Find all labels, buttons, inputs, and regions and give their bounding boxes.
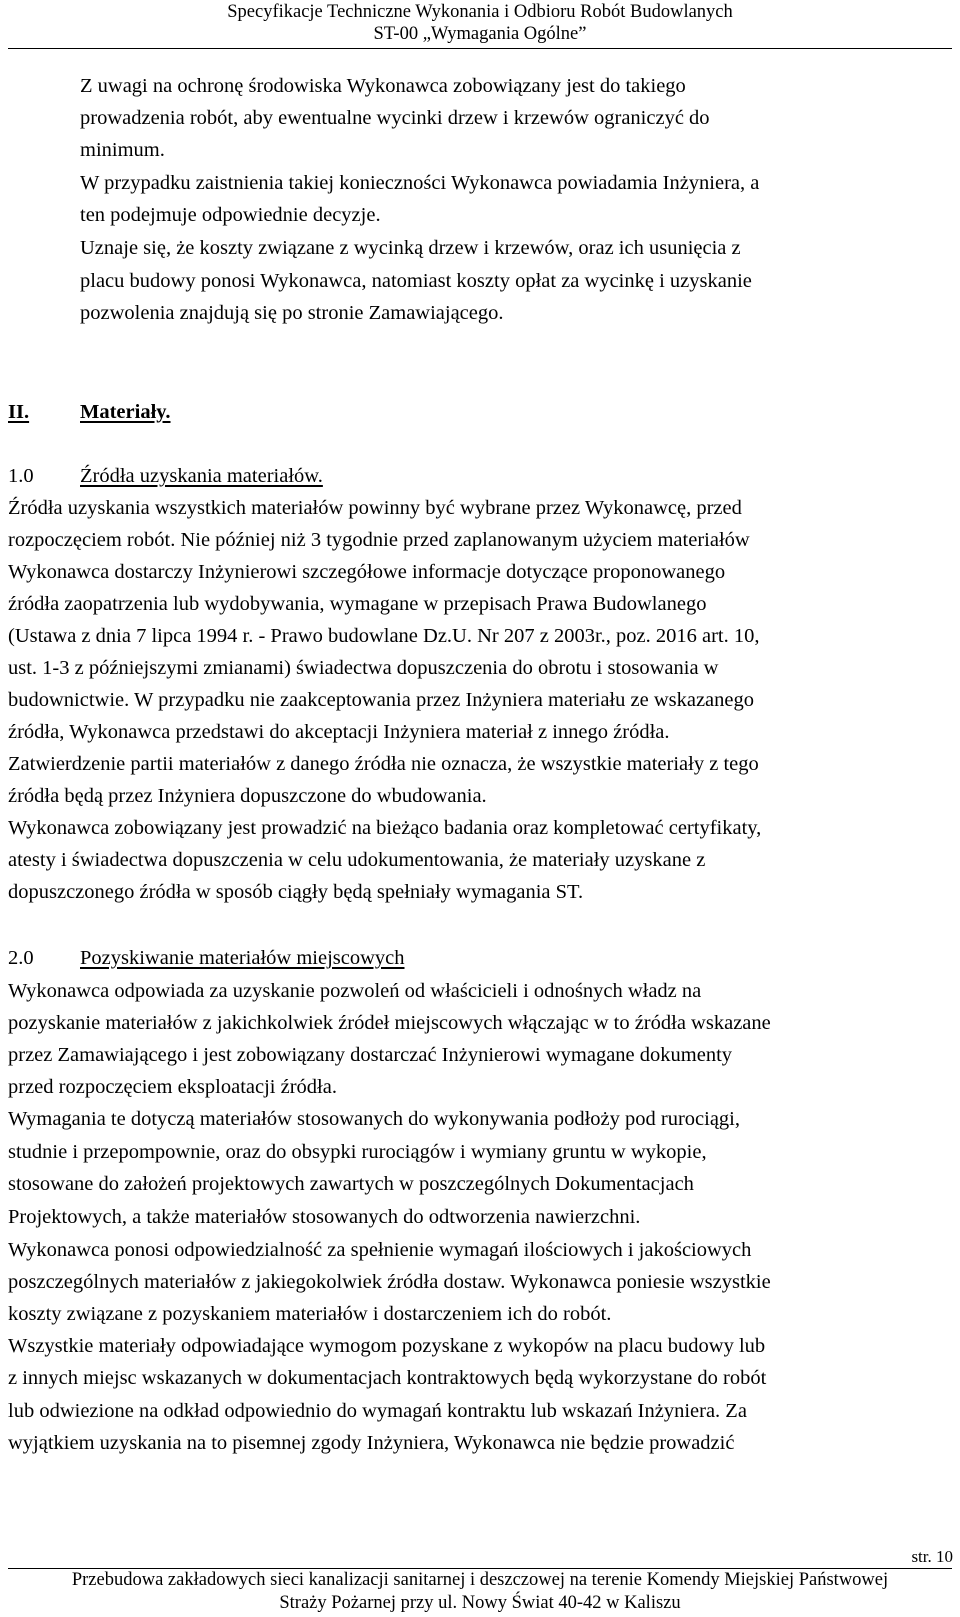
header-divider <box>8 48 952 49</box>
text-line: W przypadku zaistnienia takiej konieczności Wykonawca powiadamia Inżyniera, a <box>80 172 760 194</box>
section-number: II. <box>8 401 30 423</box>
text-line: dopuszczonego źródła w sposób ciągły będą spełniały wymagania ST. <box>8 881 584 903</box>
text-line: Zatwierdzenie partii materiałów z danego źródła nie oznacza, że wszystkie materiały z tego <box>8 753 759 775</box>
footer-line-1: Przebudowa zakładowych sieci kanalizacji sanitarnej i deszczowej na terenie Komendy Miejskiej Państwowej <box>71 1570 889 1590</box>
text-line: źródła będą przez Inżyniera dopuszczone do wbudowania. <box>8 785 487 807</box>
text-line: placu budowy ponosi Wykonawca, natomiast koszty opłat za wycinkę i uzyskanie <box>80 270 752 292</box>
text-line: ust. 1-3 z późniejszymi zmianami) świadectwa dopuszczenia do obrotu i stosowania w <box>8 657 719 679</box>
text-line: prowadzenia robót, aby ewentualne wycinki drzew i krzewów ograniczyć do <box>80 107 710 129</box>
text-line: z innych miejsc wskazanych w dokumentacjach kontraktowych będą wykorzystane do robót <box>8 1367 767 1389</box>
text-line: przez Zamawiającego i jest zobowiązany dostarczać Inżynierowi wymagane dokumenty <box>8 1044 733 1066</box>
text-line: ten podejmuje odpowiednie decyzje. <box>80 204 381 226</box>
text-line: źródła, Wykonawca przedstawi do akceptacji Inżyniera materiał z innego źródła. <box>8 721 670 743</box>
text-line: lub odwiezione na odkład odpowiednio do wymagań kontraktu lub wskazań Inżyniera. Za <box>8 1400 747 1422</box>
page-number: str. 10 <box>911 1547 953 1566</box>
section-title: Materiały. <box>80 401 171 423</box>
text-line: Wykonawca odpowiada za uzyskanie pozwoleń od właścicieli i odnośnych władz na <box>8 980 702 1002</box>
text-line: rozpoczęciem robót. Nie później niż 3 tygodnie przed zaplanowanym użyciem materiałów <box>8 529 750 551</box>
text-line: studnie i przepompownie, oraz do obsypki rurociągów i wymiany gruntu w wykopie, <box>8 1141 707 1163</box>
text-line: Wykonawca ponosi odpowiedzialność za spełnienie wymagań ilościowych i jakościowych <box>8 1239 752 1261</box>
text-line: minimum. <box>80 139 165 161</box>
text-line: Z uwagi na ochronę środowiska Wykonawca zobowiązany jest do takiego <box>80 75 686 97</box>
text-line: przed rozpoczęciem eksploatacji źródła. <box>8 1076 337 1098</box>
text-line: stosowane do założeń projektowych zawartych w poszczególnych Dokumentacjach <box>8 1173 694 1195</box>
text-line: pozyskanie materiałów z jakichkolwiek źródeł miejscowych włączając w to źródła wskazane <box>8 1012 771 1034</box>
footer-line-2: Straży Pożarnej przy ul. Nowy Świat 40-42 w Kaliszu <box>279 1593 681 1613</box>
header-line-1: Specyfikacje Techniczne Wykonania i Odbioru Robót Budowlanych <box>227 2 733 22</box>
text-line: koszty związane z pozyskaniem materiałów i dostarczeniem ich do robót. <box>8 1303 612 1325</box>
text-line: poszczególnych materiałów z jakiegokolwiek źródła dostaw. Wykonawca poniesie wszystkie <box>8 1271 771 1293</box>
subsection-number: 1.0 <box>8 465 34 487</box>
subsection-title: Źródła uzyskania materiałów. <box>80 465 323 487</box>
text-line: budownictwie. W przypadku nie zaakceptowania przez Inżyniera materiału ze wskazanego <box>8 689 755 711</box>
text-line: pozwolenia znajdują się po stronie Zamawiającego. <box>80 302 504 324</box>
header-line-2: ST-00 „Wymagania Ogólne” <box>373 24 587 44</box>
text-line: Wykonawca dostarczy Inżynierowi szczegółowe informacje dotyczące proponowanego <box>8 561 726 583</box>
text-line: Wszystkie materiały odpowiadające wymogom pozyskane z wykopów na placu budowy lub <box>8 1335 766 1357</box>
text-line: (Ustawa z dnia 7 lipca 1994 r. - Prawo budowlane Dz.U. Nr 207 z 2003r., poz. 2016 art. 10, <box>8 625 760 647</box>
text-line: atesty i świadectwa dopuszczenia w celu udokumentowania, że materiały uzyskane z <box>8 849 706 871</box>
subsection-title: Pozyskiwanie materiałów miejscowych <box>80 947 405 969</box>
text-line: Wymagania te dotyczą materiałów stosowanych do wykonywania podłoży pod rurociągi, <box>8 1108 740 1130</box>
text-line: źródła zaopatrzenia lub wydobywania, wymagane w przepisach Prawa Budowlanego <box>8 593 707 615</box>
text-line: Wykonawca zobowiązany jest prowadzić na bieżąco badania oraz kompletować certyfikaty, <box>8 817 762 839</box>
text-line: Uznaje się, że koszty związane z wycinką drzew i krzewów, oraz ich usunięcia z <box>80 237 741 259</box>
text-line: wyjątkiem uzyskania na to pisemnej zgody Inżyniera, Wykonawca nie będzie prowadzić <box>8 1432 735 1454</box>
text-line: Projektowych, a także materiałów stosowanych do odtworzenia nawierzchni. <box>8 1206 641 1228</box>
subsection-number: 2.0 <box>8 947 34 969</box>
text-line: Źródła uzyskania wszystkich materiałów powinny być wybrane przez Wykonawcę, przed <box>8 497 742 519</box>
